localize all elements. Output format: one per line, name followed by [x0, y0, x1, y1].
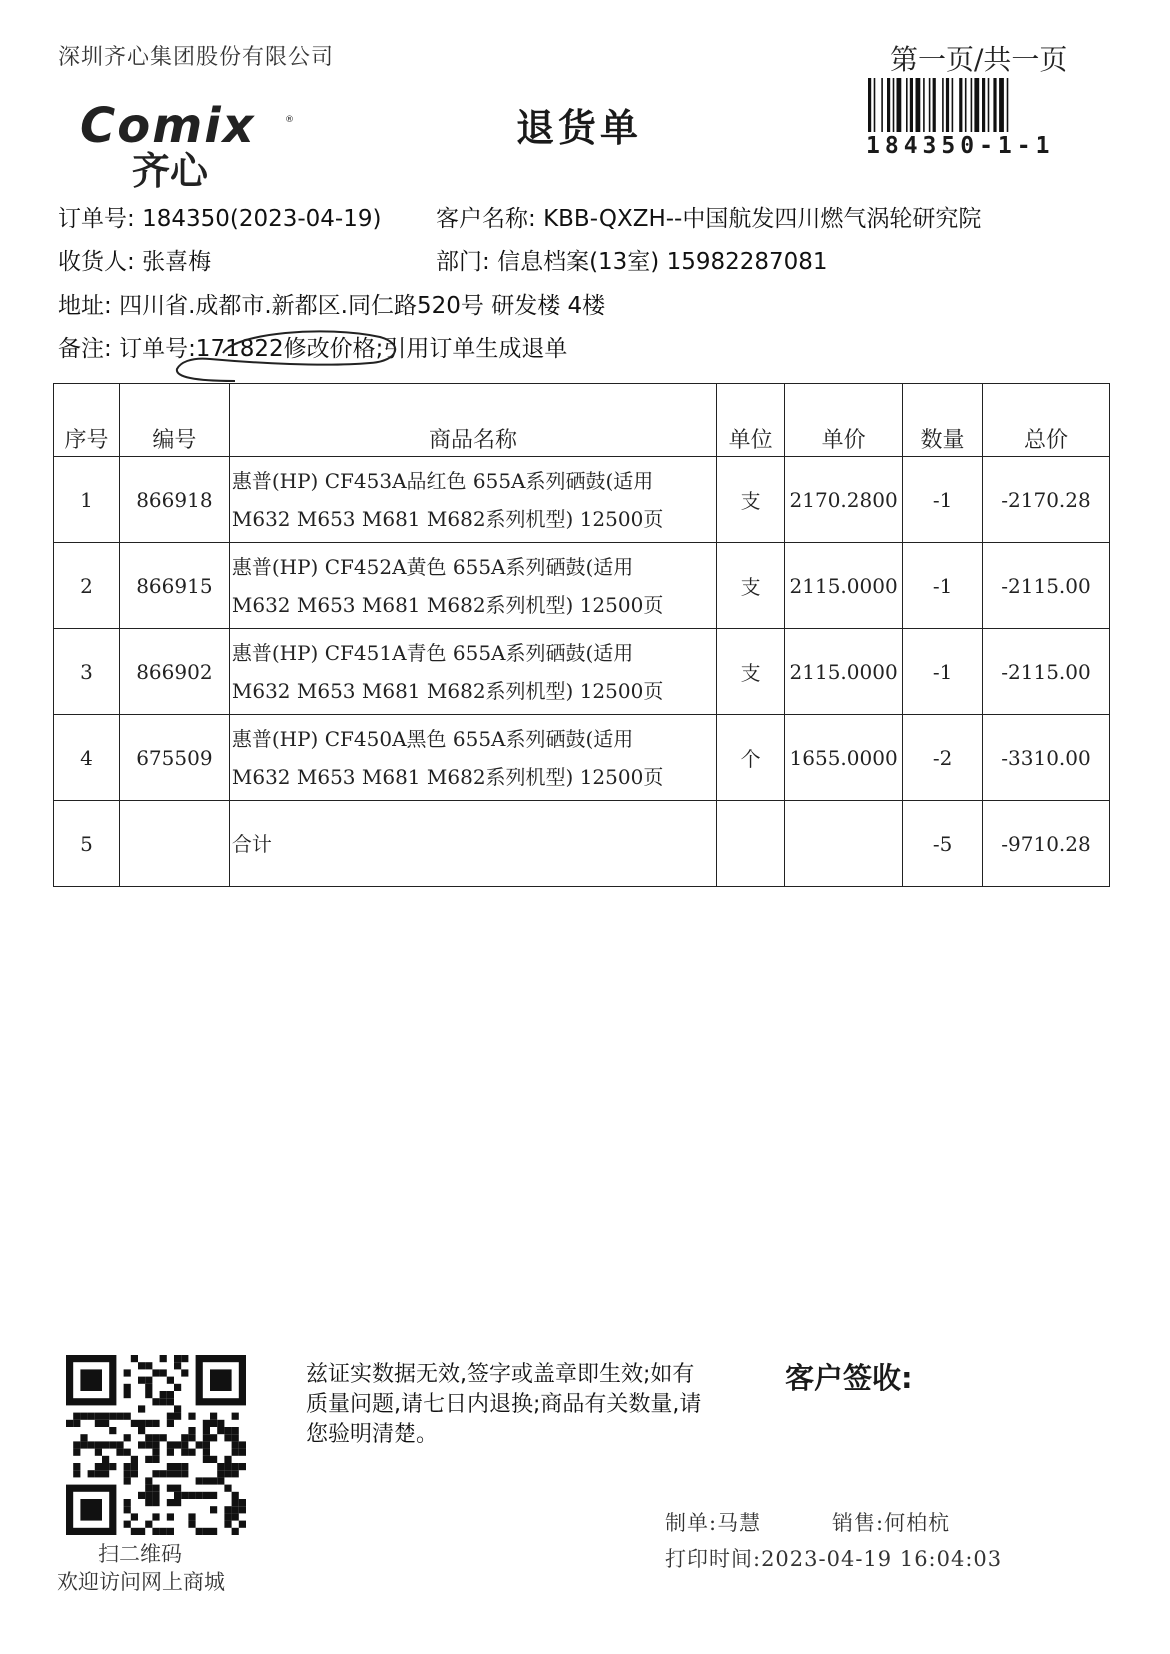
table-row — [54, 629, 1110, 715]
cell-unit — [717, 801, 785, 887]
cell-total: -2115.00 — [983, 629, 1110, 715]
cell-total: -9710.28 — [983, 801, 1110, 887]
address-label: 地址: — [58, 293, 112, 319]
header-price: 单价 — [785, 384, 903, 457]
cell-code: 866902 — [119, 629, 229, 715]
cell-product-name — [229, 543, 716, 629]
cell-price — [785, 801, 903, 887]
svg-text:Comix: Comix — [80, 100, 256, 154]
receiver — [58, 243, 211, 276]
product-name-line2: M632 M653 M681 M682系列机型) 12500页 — [231, 506, 664, 531]
cell-seq: 2 — [54, 543, 120, 629]
qr-code — [66, 1355, 246, 1535]
cell-price: 1655.0000 — [785, 715, 903, 801]
document-title: 退货单 — [516, 106, 643, 150]
barcode-number: 184350-1-1 — [866, 133, 1055, 159]
customer-label: 客户名称: — [436, 206, 536, 232]
svg-text:齐心: 齐心 — [132, 149, 209, 190]
cell-code — [119, 801, 229, 887]
cell-unit: 支 — [717, 543, 785, 629]
document-maker: 制单:马慧 — [665, 1511, 762, 1535]
table-summary-row — [54, 801, 1110, 887]
table-row — [54, 457, 1110, 543]
cell-code: 675509 — [119, 715, 229, 801]
cell-quantity: -2 — [903, 715, 983, 801]
cell-total: -2115.00 — [983, 543, 1110, 629]
cell-seq: 1 — [54, 457, 120, 543]
cell-quantity: -5 — [903, 801, 983, 887]
header-total: 总价 — [983, 384, 1110, 457]
customer-sign-label: 客户签收: — [785, 1361, 913, 1395]
cell-seq: 3 — [54, 629, 120, 715]
cell-seq: 5 — [54, 801, 120, 887]
customer-name — [436, 200, 981, 233]
cell-seq: 4 — [54, 715, 120, 801]
product-name-line2: M632 M653 M681 M682系列机型) 12500页 — [231, 592, 664, 617]
receiver-value: 张喜梅 — [142, 249, 212, 275]
dept-value: 信息档案(13室) 15982287081 — [497, 249, 828, 275]
cell-unit: 个 — [717, 715, 785, 801]
header-seq: 序号 — [54, 384, 120, 457]
cell-quantity: -1 — [903, 457, 983, 543]
cell-total: -2170.28 — [983, 457, 1110, 543]
order-number — [58, 200, 381, 233]
cell-product-name — [229, 457, 716, 543]
order-label: 订单号: — [58, 206, 135, 232]
header-code: 编号 — [119, 384, 229, 457]
table-row — [54, 715, 1110, 801]
notice-text: 兹证实数据无效,签字或盖章即生效;如有质量问题,请七日内退换;商品有关数量,请您验明清楚。 — [306, 1362, 702, 1447]
product-name-line1: 惠普(HP) CF450A黑色 655A系列硒鼓(适用 — [231, 726, 634, 751]
company-name: 深圳齐心集团股份有限公司 — [58, 45, 335, 70]
handwritten-circle — [175, 313, 415, 393]
product-name-line1: 惠普(HP) CF453A品红色 655A系列硒鼓(适用 — [231, 468, 654, 493]
cell-summary-label: 合计 — [229, 801, 716, 887]
cell-quantity: -1 — [903, 543, 983, 629]
receiver-label: 收货人: — [58, 249, 135, 275]
salesperson: 销售:何柏杭 — [832, 1511, 951, 1535]
cell-code: 866918 — [119, 457, 229, 543]
address-value: 四川省.成都市.新都区.同仁路520号 研发楼 4楼 — [119, 293, 606, 319]
svg-text:®: ® — [285, 115, 294, 125]
cell-code: 866915 — [119, 543, 229, 629]
order-value: 184350(2023-04-19) — [142, 206, 382, 232]
remark-value: 订单号:171822修改价格;引用订单生成退单 — [119, 336, 568, 362]
cell-product-name — [229, 629, 716, 715]
dept-label: 部门: — [436, 249, 490, 275]
cell-price: 2115.0000 — [785, 629, 903, 715]
cell-quantity: -1 — [903, 629, 983, 715]
print-time: 打印时间:2023-04-19 16:04:03 — [665, 1547, 1003, 1571]
header-unit: 单位 — [717, 384, 785, 457]
product-name-line2: M632 M653 M681 M682系列机型) 12500页 — [231, 764, 664, 789]
customer-value: KBB-QXZH--中国航发四川燃气涡轮研究院 — [543, 206, 982, 232]
barcode — [866, 78, 1074, 132]
table-header-row — [54, 384, 1110, 457]
product-name-line1: 惠普(HP) CF451A青色 655A系列硒鼓(适用 — [231, 640, 634, 665]
qr-label-mall: 欢迎访问网上商城 — [57, 1570, 225, 1594]
cell-total: -3310.00 — [983, 715, 1110, 801]
qr-label-scan: 扫二维码 — [98, 1542, 182, 1566]
department — [436, 243, 828, 276]
items-table — [53, 383, 1110, 887]
cell-price: 2170.2800 — [785, 457, 903, 543]
header-quantity: 数量 — [903, 384, 983, 457]
cell-product-name — [229, 715, 716, 801]
product-name-line1: 惠普(HP) CF452A黄色 655A系列硒鼓(适用 — [231, 554, 634, 579]
table-row — [54, 543, 1110, 629]
comix-logo — [80, 100, 305, 190]
cell-price: 2115.0000 — [785, 543, 903, 629]
product-name-line2: M632 M653 M681 M682系列机型) 12500页 — [231, 678, 664, 703]
header-product-name: 商品名称 — [229, 384, 716, 457]
remark-label: 备注: — [58, 336, 112, 362]
cell-unit: 支 — [717, 629, 785, 715]
cell-unit: 支 — [717, 457, 785, 543]
page-info: 第一页/共一页 — [890, 43, 1068, 76]
